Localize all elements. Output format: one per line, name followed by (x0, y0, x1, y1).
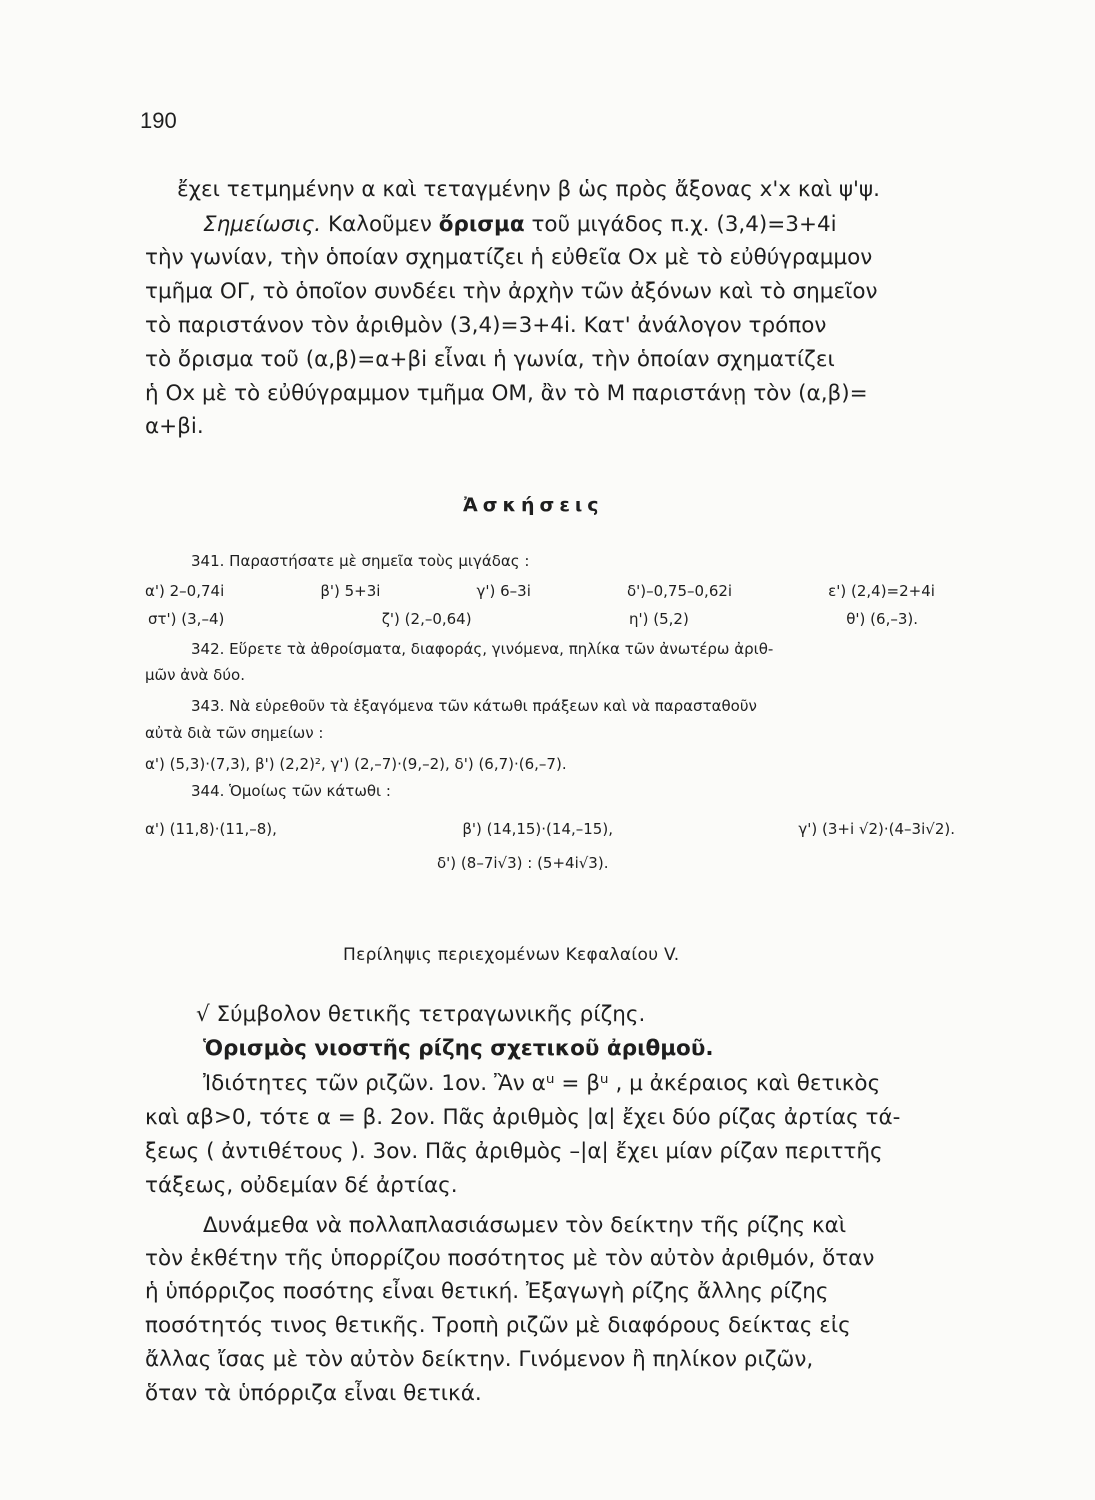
exercises-title: Ἀσκήσεις (463, 494, 604, 516)
intro-line-4: τμῆμα ΟΓ, τὸ ὁποῖον συνδέει τὴν ἀρχὴν τῶν ἀξόνων καὶ τὸ σημεῖον (145, 279, 878, 304)
exercise-341-row-1 (145, 584, 935, 599)
summary-para-line-2: τὸν ἐκθέτην τῆς ὑπορρίζου ποσότητος μὲ τὸν αὐτὸν ἀριθμόν, ὅταν (145, 1246, 875, 1271)
exercise-344-row-2: δ') (8–7i√3) : (5+4i√3). (437, 854, 609, 872)
exercise-342-line-2: μῶν ἀνὰ δύο. (145, 666, 245, 684)
summary-line-6: τάξεως, οὐδεμίαν δέ ἀρτίας. (145, 1173, 458, 1198)
intro-line-2 (203, 214, 837, 236)
ex344-b: β') (14,15)·(14,–15), (462, 820, 613, 838)
ex341-g: ζ') (2,–0,64) (381, 610, 472, 628)
ex341-h: η') (5,2) (629, 610, 689, 628)
intro-line-2a: Καλοῦμεν (328, 212, 432, 237)
exercise-343-line-3: α') (5,3)·(7,3), β') (2,2)², γ') (2,–7)·(9,–2), δ') (6,7)·(6,–7). (145, 755, 567, 773)
ex341-c: γ') 6–3i (476, 582, 531, 600)
ex341-d: δ')–0,75–0,62i (626, 582, 733, 600)
intro-line-6: τὸ ὄρισμα τοῦ (α,β)=α+βi εἶναι ἡ γωνία, τὴν ὁποίαν σχηματίζει (145, 347, 835, 372)
summary-heading: Περίληψις περιεχομένων Κεφαλαίου V. (343, 945, 680, 965)
page-number: 190 (140, 108, 177, 133)
intro-line-5: τὸ παριστάνον τὸν ἀριθμὸν (3,4)=3+4i. Κατ' ἀνάλογον τρόπον (145, 313, 827, 338)
ex341-a: α') 2–0,74i (145, 582, 225, 600)
summary-line-1: √ Σύμβολον θετικῆς τετραγωνικῆς ρίζης. (196, 1002, 646, 1027)
ex344-a: α') (11,8)·(11,–8), (145, 820, 277, 838)
ex341-f: στ') (3,–4) (148, 610, 225, 628)
summary-para-line-1: Δυνάμεθα νὰ πολλαπλασιάσωμεν τὸν δείκτην τῆς ρίζης καὶ (203, 1213, 847, 1238)
summary-line-2: Ὁρισμὸς νιοστῆς ρίζης σχετικοῦ ἀριθμοῦ. (203, 1036, 714, 1061)
intro-line-8: α+βi. (145, 414, 204, 439)
intro-line-7: ἡ Οx μὲ τὸ εὐθύγραμμον τμῆμα ΟΜ, ἂν τὸ Μ παριστάνῃ τὸν (α,β)= (145, 381, 868, 406)
summary-para-line-5: ἄλλας ἴσας μὲ τὸν αὐτὸν δείκτην. Γινόμενον ἢ πηλίκον ριζῶν, (145, 1347, 814, 1372)
note-label: Σημείωσις. (203, 212, 322, 237)
summary-line-3: Ἰδιότητες τῶν ριζῶν. 1ον. Ἂν αᵘ = βᵘ , μ ἀκέραιος καὶ θετικὸς (203, 1071, 881, 1096)
intro-line-2b: τοῦ μιγάδος π.χ. (3,4)=3+4i (531, 212, 837, 237)
term-argument: ὄρισμα (438, 212, 525, 237)
exercise-344-line-1: 344. Ὁμοίως τῶν κάτωθι : (191, 782, 391, 800)
exercise-341-row-2 (148, 612, 918, 627)
exercise-343-line-2: αὐτὰ διὰ τῶν σημείων : (145, 724, 324, 742)
summary-line-4: καὶ αβ>0, τότε α = β. 2ον. Πᾶς ἀριθμὸς |α| ἔχει δύο ρίζας ἀρτίας τά- (145, 1105, 901, 1130)
exercise-344-row-1 (145, 822, 955, 837)
exercise-341: 341. Παραστήσατε μὲ σημεῖα τοὺς μιγάδας : (191, 552, 530, 570)
summary-line-5: ξεως ( ἀντιθέτους ). 3ον. Πᾶς ἀριθμὸς –|α| ἔχει μίαν ρίζαν περιττῆς (145, 1139, 883, 1164)
ex341-e: ε') (2,4)=2+4i (828, 582, 935, 600)
exercise-342-line-1: 342. Εὕρετε τὰ ἀθροίσματα, διαφοράς, γινόμενα, πηλίκα τῶν ἀνωτέρω ἀριθ- (191, 640, 774, 658)
intro-line-3: τὴν γωνίαν, τὴν ὁποίαν σχηματίζει ἡ εὐθεῖα Οx μὲ τὸ εὐθύγραμμον (145, 245, 873, 270)
summary-para-line-6: ὅταν τὰ ὑπόρριζα εἶναι θετικά. (145, 1381, 482, 1406)
ex344-c: γ') (3+i √2)·(4–3i√2). (798, 820, 955, 838)
intro-line-1: ἔχει τετμημένην α καὶ τεταγμένην β ὡς πρὸς ἄξονας x'x καὶ ψ'ψ. (177, 177, 880, 202)
ex341-b: β') 5+3i (320, 582, 381, 600)
summary-para-line-3: ἡ ὑπόρριζος ποσότης εἶναι θετική. Ἐξαγωγὴ ρίζης ἄλλης ρίζης (145, 1279, 829, 1304)
ex341-i: θ') (6,–3). (846, 610, 918, 628)
exercise-343-line-1: 343. Νὰ εὑρεθοῦν τὰ ἐξαγόμενα τῶν κάτωθι πράξεων καὶ νὰ παρασταθοῦν (191, 697, 757, 715)
summary-para-line-4: ποσότητός τινος θετικῆς. Τροπὴ ριζῶν μὲ διαφόρους δείκτας εἰς (145, 1313, 851, 1338)
